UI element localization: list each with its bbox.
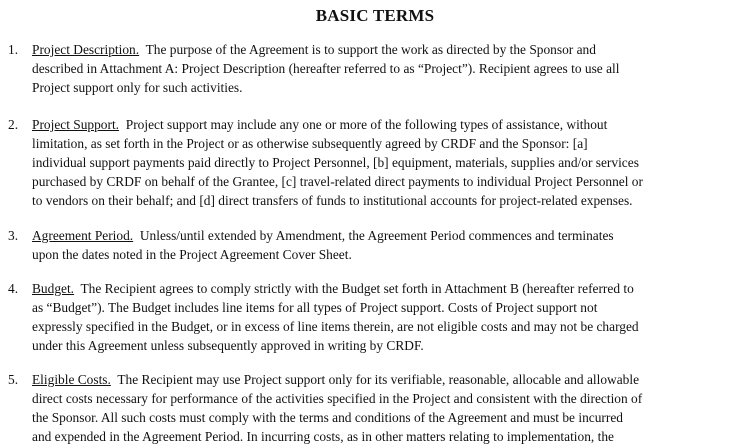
term-line: under this Agreement unless subsequently approved in writing by CRDF.: [32, 338, 424, 353]
term-body: [32, 226, 744, 264]
term-line: [32, 370, 744, 389]
term-heading: Agreement Period.: [32, 228, 134, 243]
term-line: upon the dates noted in the Project Agreement Cover Sheet.: [32, 247, 352, 262]
term-line: individual support payments paid directly to Project Personnel, [b] equipment, materials, supplies and/or services: [32, 155, 639, 170]
term-body: [32, 40, 744, 97]
term-heading: Budget.: [32, 281, 75, 296]
term-text: The Recipient may use Project support only for its verifiable, reasonable, allocable and allowable: [117, 372, 640, 387]
term-line: and expended in the Agreement Period. In incurring costs, as in other matters relating to implementation, the: [32, 429, 614, 444]
term-heading: Project Description.: [32, 42, 140, 57]
term-text: Project support may include any one or more of the following types of assistance, without: [125, 117, 608, 132]
term-text: Unless/until extended by Amendment, the Agreement Period commences and terminates: [139, 228, 614, 243]
term-body: [32, 279, 744, 355]
term-line: as “Budget”). The Budget includes line items for all types of Project support. Costs of Project support not: [32, 300, 598, 315]
term-number: 2.: [8, 117, 19, 132]
term-line: the Sponsor. All such costs must comply with the terms and conditions of the Agreement and must be incurred: [32, 410, 623, 425]
term-body: [32, 370, 744, 446]
document-title: BASIC TERMS: [315, 6, 435, 25]
term-line: expressly specified in the Budget, or in excess of line items therein, are not eligible costs and may not be charged: [32, 319, 639, 334]
term-line: to vendors on their behalf; and [d] direct transfers of funds to institutional accounts for project-related expenses.: [32, 193, 633, 208]
term-text: The Recipient agrees to comply strictly with the Budget set forth in Attachment B (hereafter referred to: [80, 281, 634, 296]
term-line: limitation, as set forth in the Project or as otherwise subsequently agreed by CRDF and the Sponsor: [a]: [32, 136, 588, 151]
term-text: The purpose of the Agreement is to support the work as directed by the Sponsor and: [145, 42, 596, 57]
term-line: described in Attachment A: Project Description (hereafter referred to as “Project”). Recipient agrees to use all: [32, 61, 620, 76]
term-number: 4.: [8, 281, 19, 296]
term-number: 3.: [8, 228, 19, 243]
term-body: [32, 115, 744, 210]
term-number: 1.: [8, 42, 19, 57]
term-line: purchased by CRDF on behalf of the Grantee, [c] travel-related direct payments to individual Project Personnel or: [32, 174, 643, 189]
term-line: [32, 226, 744, 245]
term-line: [32, 115, 744, 134]
term-line: [32, 279, 744, 298]
term-heading: Eligible Costs.: [32, 372, 111, 387]
term-heading: Project Support.: [32, 117, 120, 132]
term-line: Project support only for such activities.: [32, 80, 243, 95]
term-number: 5.: [8, 372, 19, 387]
term-line: [32, 40, 744, 59]
term-line: direct costs necessary for performance of the activities specified in the Project and consistent with the direction of: [32, 391, 643, 406]
